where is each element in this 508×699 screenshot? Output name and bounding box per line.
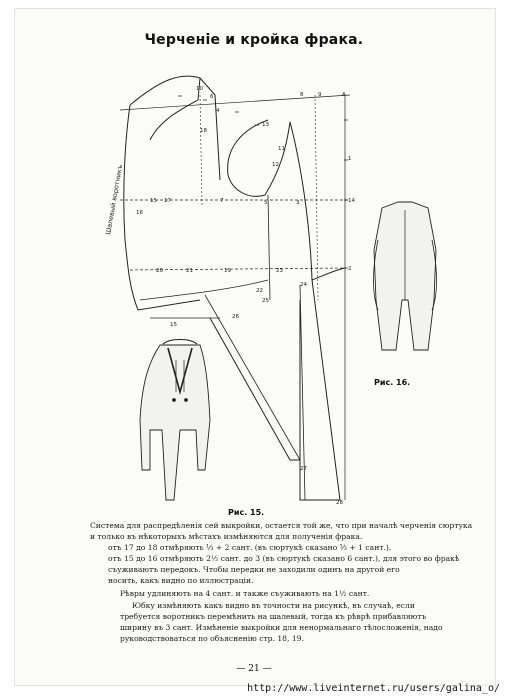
paragraph-line-6: носить, какъ видно по иллюстраціи. [108,576,254,585]
vertical-collar-label: Шалевый воротникъ [104,164,125,236]
paragraph-line-5: съуживаютъ передокъ. Чтобы передки не заходили одинъ на другой его [108,565,400,574]
svg-text:13: 13 [262,122,269,128]
svg-text:28: 28 [336,500,343,506]
svg-text:15: 15 [150,198,157,204]
svg-text:23: 23 [276,268,283,274]
watermark-url[interactable]: http://www.liveinternet.ru/users/galina_o/ [247,683,500,694]
svg-text:27: 27 [300,466,307,472]
page-title: Черченіе и кройка фрака. [144,32,364,48]
svg-text:9: 9 [318,92,322,98]
svg-text:5: 5 [264,200,268,206]
paragraph-line-4: отъ 15 до 16 отмѣряють 2½ сант. до 3 (въ сюртукѣ сказано 6 сант.), для этого во фракѣ [108,554,460,563]
svg-text:15: 15 [170,322,177,328]
svg-text:8: 8 [300,92,304,98]
svg-text:24: 24 [300,282,307,288]
svg-text:14: 14 [348,198,355,204]
paragraph-line-7: Рѣвры удлиняють на 4 сант. и также съуживають на 1½ сант. [120,589,370,598]
svg-text:19: 19 [224,268,231,274]
paragraph-line-9: требуется воротникъ перемѣнить на шалевый, тогда къ рѣврѣ прибавляютъ [120,612,427,621]
svg-text:21: 21 [186,268,193,274]
svg-text:11: 11 [278,146,285,152]
figure-tailcoat-back [374,202,437,350]
paragraph-line-8: Юбку измѣняють какъ видно въ точности на рисункѣ, въ случаѣ, если [132,601,415,610]
svg-text:25: 25 [262,298,269,304]
svg-text:10: 10 [196,86,203,92]
paragraph-line-3: отъ 17 до 18 отмѣряють ¹⁄₃ + 2 сант. (въ сюртукѣ сказано ¹⁄₃ + 1 сант.). [108,543,392,552]
paragraph-line-11: руководствоваться по объясненію стр. 18, 19. [120,634,304,643]
svg-text:1: 1 [348,156,352,162]
svg-text:17: 17 [164,198,171,204]
svg-text:4: 4 [216,108,220,114]
svg-text:26: 26 [232,314,239,320]
figure-caption-right: Рис. 16. [374,378,411,387]
paragraph-line-1: Система для распредѣленія сей выкройки, остается той же, что при началѣ черченія сюртука [90,521,473,530]
figure-caption-left: Рис. 15. [228,508,265,517]
paragraph-line-10: ширину въ 3 сант. Измѣненіе выкройки для ненормальнаго тѣлосложенія, надо [120,623,443,632]
svg-text:18: 18 [200,128,207,134]
figure-tailcoat-front [140,340,210,501]
svg-text:3: 3 [296,200,300,206]
svg-text:A: A [342,92,346,98]
svg-text:12: 12 [272,162,279,168]
svg-text:22: 22 [256,288,263,294]
svg-text:2: 2 [348,266,352,272]
svg-text:6: 6 [210,94,214,100]
paragraph-line-2: и только въ нѣкоторыхъ мѣстахъ измѣняются для полученія фрака. [90,532,363,541]
page-number: — 21 — [236,664,272,674]
svg-text:7: 7 [220,198,224,204]
svg-text:16: 16 [136,210,143,216]
svg-text:20: 20 [156,268,163,274]
